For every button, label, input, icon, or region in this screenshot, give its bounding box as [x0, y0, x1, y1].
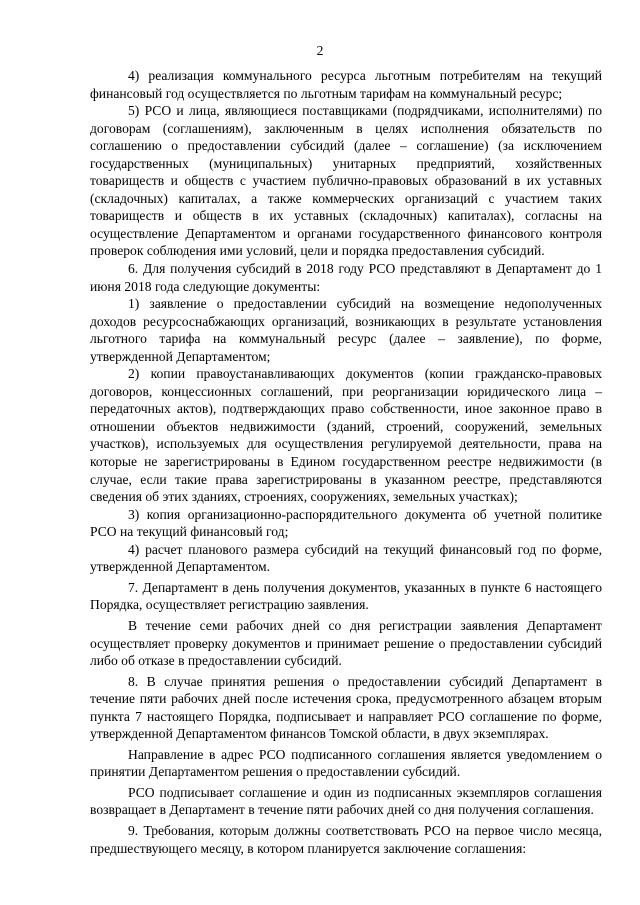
paragraph-item-3-accounting-policy: 3) копия организационно-распорядительного документа об учетной политике РСО на текущий финансовый год;: [90, 506, 602, 540]
paragraph-item-2-title-documents: 2) копии правоустанавливающих документов (копии гражданско-правовых договоров, концессионных соглашений, при реорганизации юридического лица – передаточных актов), подтверждающих право собственности, иное законное право в отношении объектов недвижимости (зданий, строений, сооружений, земельных участков), используемых для осуществления регулируемой деятельности, права на которые не зарегистрированы в Едином государственном реестре недвижимости (в случае, если такие права зарегистрированы в указанном реестре, представляются сведения об этих зданиях, строениях, сооружениях, земельных участках);: [90, 366, 602, 505]
paragraph-section-8: 8. В случае принятия решения о предоставлении субсидий Департамент в течение пяти рабочих дней после истечения срока, предусмотренного абзацем вторым пункта 7 настоящего Порядка, подписывает и направляет РСО соглашение по форме, утвержденной Департаментом финансов Томской области, в двух экземплярах.: [90, 673, 602, 742]
paragraph-item-5-control-consent: 5) РСО и лица, являющиеся поставщиками (подрядчиками, исполнителями) по договорам (соглашениям), заключенным в целях исполнения обязательств по соглашению о предоставлении субсидий (далее – соглашение) (за исключением государственных (муниципальных) унитарных предприятий, хозяйственных товариществ и обществ с участием публично-правовых образований в их уставных (складочных) капиталах, а также коммерческих организаций с участием таких товариществ и обществ в их уставных (складочных) капиталах), согласны на осуществление Департаментом и органами государственного финансового контроля проверок соблюдения ими условий, цели и порядка предоставления субсидий.: [90, 103, 602, 259]
paragraph-item-4-subsidy-calculation: 4) расчет планового размера субсидий на текущий финансовый год по форме, утвержденной Департаментом.: [90, 541, 602, 575]
paragraph-section-9: 9. Требования, которым должны соответствовать РСО на первое число месяца, предшествующего месяцу, в котором планируется заключение соглашения:: [90, 822, 602, 856]
paragraph-section-8-notice: Направление в адрес РСО подписанного соглашения является уведомлением о принятии Департаментом решения о предоставлении субсидий.: [90, 746, 602, 780]
paragraph-section-8-return: РСО подписывает соглашение и один из подписанных экземпляров соглашения возвращает в Департамент в течение пяти рабочих дней со дня получения соглашения.: [90, 784, 602, 818]
paragraph-section-6: 6. Для получения субсидий в 2018 году РСО представляют в Департамент до 1 июня 2018 года следующие документы:: [90, 261, 602, 294]
paragraph-item-4-privilege-tariff: 4) реализация коммунального ресурса льготным потребителям на текущий финансовый год осуществляется по льготным тарифам на коммунальный ресурс;: [90, 68, 602, 101]
document-body: [90, 67, 602, 857]
paragraph-section-7: 7. Департамент в день получения документов, указанных в пункте 6 настоящего Порядка, осуществляет регистрацию заявления.: [90, 579, 602, 613]
paragraph-section-7-review: В течение семи рабочих дней со дня регистрации заявления Департамент осуществляет проверку документов и принимает решение о предоставлении субсидий либо об отказе в предоставлении субсидий.: [90, 617, 602, 669]
paragraph-item-1-application: 1) заявление о предоставлении субсидий на возмещение недополученных доходов ресурсоснабжающих организаций, возникающих в результате установления льготного тарифа на коммунальный ресурс (далее – заявление), по форме, утвержденной Департаментом;: [90, 296, 602, 364]
page-number: 2: [316, 43, 324, 58]
